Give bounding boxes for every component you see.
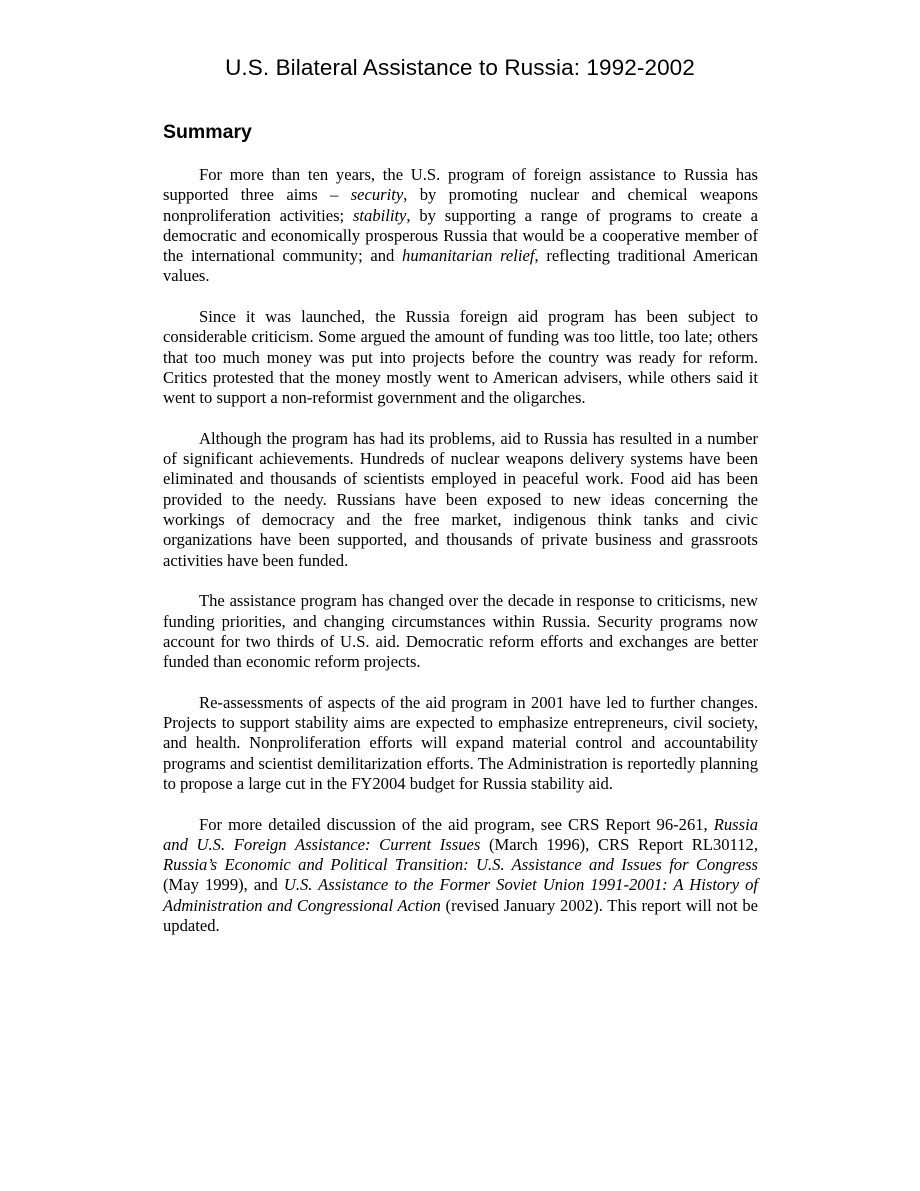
text-segment: (May 1999), and bbox=[163, 875, 284, 895]
text-segment-italic: U.S. Assistance to the Former Soviet Union 1991-2001: A History of Administration and Congressional Action bbox=[163, 875, 758, 915]
paragraph bbox=[163, 307, 758, 408]
text-segment: , by promoting nuclear and chemical weapons nonproliferation activities; bbox=[163, 185, 758, 225]
paragraph bbox=[163, 165, 758, 287]
text-segment: , reflecting traditional American values. bbox=[163, 246, 758, 286]
paragraph bbox=[163, 815, 758, 937]
section-heading-summary: Summary bbox=[163, 121, 252, 143]
text-segment: Although the program has had its problems, aid to Russia has resulted in a number of significant achievements. Hundreds of nuclear weapons delivery systems have been eliminated and thousands of scientists employed in peaceful work. Food aid has been provided to the needy. Russians have been exposed to new ideas concerning the workings of democracy and the free market, indigenous think tanks and civic organizations have been supported, and thousands of private business and grassroots activities have been funded. bbox=[163, 428, 758, 570]
text-segment-italic: Russia’s Economic and Political Transition: U.S. Assistance and Issues for Congress bbox=[163, 855, 758, 875]
text-segment: (March 1996), CRS Report RL30112, bbox=[480, 834, 758, 854]
text-segment: Since it was launched, the Russia foreign aid program has been subject to considerable criticism. Some argued the amount of funding was too little, too late; others that too much money was put into projects before the country was ready for reform. Critics protested that the money mostly went to American advisers, while others said it went to support a non-reformist government and the oligarches. bbox=[163, 307, 758, 408]
text-segment-italic: Russia and U.S. Foreign Assistance: Current Issues bbox=[163, 814, 758, 854]
paragraph bbox=[163, 693, 758, 794]
text-segment: The assistance program has changed over the decade in response to criticisms, new funding priorities, and changing circumstances within Russia. Security programs now account for two thirds of U.S. aid. Democratic reform efforts and exchanges are better funded than economic reform projects. bbox=[163, 591, 758, 672]
summary-body bbox=[163, 165, 758, 957]
text-segment: For more than ten years, the U.S. program of foreign assistance to Russia has supported three aims – bbox=[163, 165, 758, 205]
text-segment-italic: stability bbox=[352, 205, 407, 225]
text-segment: For more detailed discussion of the aid program, see CRS Report 96-261, bbox=[199, 814, 714, 834]
page-title: U.S. Bilateral Assistance to Russia: 1992-2002 bbox=[225, 55, 695, 80]
text-segment: (revised January 2002). This report will not be updated. bbox=[163, 895, 758, 935]
text-segment: , by supporting a range of programs to create a democratic and economically prosperous Russia that would be a cooperative member of the international community; and bbox=[163, 205, 758, 266]
paragraph bbox=[163, 591, 758, 672]
text-segment-italic: humanitarian relief bbox=[402, 246, 535, 266]
text-segment: Re-assessments of aspects of the aid program in 2001 have led to further changes. Projects to support stability aims are expected to emphasize entrepreneurs, civil society, and health. Nonproliferation efforts will expand material control and accountability programs and scientist demilitarization efforts. The Administration is reportedly planning to propose a large cut in the FY2004 budget for Russia stability aid. bbox=[163, 692, 758, 793]
paragraph bbox=[163, 429, 758, 571]
text-segment-italic: security bbox=[350, 185, 404, 205]
